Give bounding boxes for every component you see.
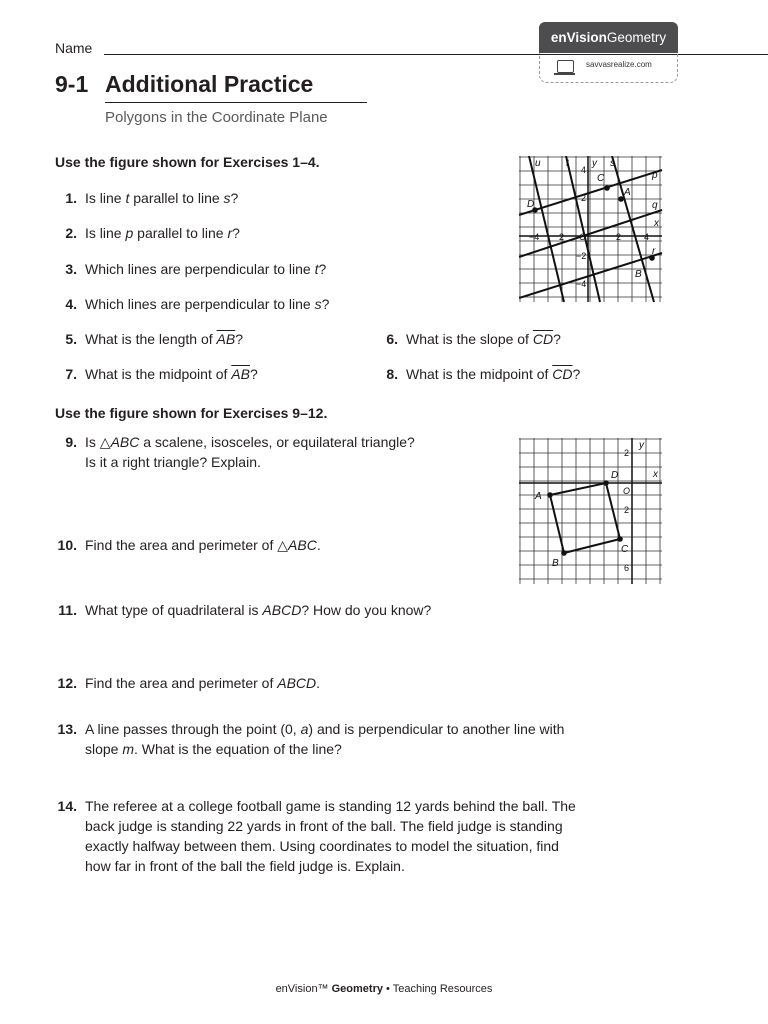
exercise-text: Is △ABC a scalene, isosceles, or equilateral triangle? Is it a right triangle? Explain. [85,434,415,470]
axis-label-y: y [639,440,644,451]
exercise-number: 11. [58,602,77,618]
exercise-5 [55,329,365,349]
origin-label: O [579,232,587,242]
point-label-b: B [635,269,642,280]
title-rule [105,102,367,103]
segment-label: $\overline{CD}$ [552,366,573,382]
exercise-text: What is the length of $\overline{AB}$? [85,331,244,347]
y-tick-label: 6 [624,563,630,573]
axis-label-y: y [592,158,597,169]
footer-brand: enVision™ [275,983,329,995]
exercise-number: 4. [65,296,77,312]
exercise-12 [55,673,555,693]
exercise-number: 10. [57,537,77,553]
realize-url[interactable]: savvasrealize.com [586,60,652,69]
axis-label-x: x [654,218,659,229]
exercise-text: Find the area and perimeter of ABCD. [85,675,321,691]
laptop-icon [557,60,574,73]
exercise-13 [55,719,695,761]
figure-lines-grid [519,156,664,303]
axes [519,156,662,302]
axes [519,438,662,584]
name-label: Name [55,40,93,56]
lesson-number: 9-1 [55,71,89,97]
line-label-q: q [652,200,658,211]
line-label-s: s [610,158,615,169]
exercise-text: What is the midpoint of $\overline{AB}$? [85,366,258,382]
exercise-1 [55,188,495,208]
exercise-10 [55,535,495,555]
brand-badge [539,22,678,53]
exercise-8 [376,364,706,384]
footer-product: Geometry [331,983,383,995]
line-label-r: r [652,246,656,257]
exercise-number: 13. [57,721,77,737]
exercise-text: Is line p parallel to line r? [85,225,240,241]
exercise-6 [376,329,706,349]
y-tick-label: 2 [624,505,630,515]
line-label-t: t [566,158,569,169]
segment-label: $\overline{AB}$ [231,366,250,382]
points [547,480,623,556]
exercise-3 [55,259,495,279]
exercise-text: What is the slope of $\overline{CD}$? [406,331,561,347]
grid-lines [519,156,662,302]
x-tick-label: 2 [616,232,622,242]
point-label-c: C [621,544,629,555]
exercise-text: Find the area and perimeter of △ABC. [85,537,321,553]
point-label-a: A [535,491,542,502]
exercise-text: A line passes through the point (0, a) and is perpendicular to another line with slope m. What is the equation of the line? [85,721,565,757]
exercise-number: 7. [65,366,77,382]
lesson-subtitle: Polygons in the Coordinate Plane [105,109,328,126]
point-label-c: C [597,173,605,184]
point-label-a: A [624,187,631,198]
point-label-b: B [552,558,559,569]
segment-label: $\overline{AB}$ [216,331,236,347]
origin-label: O [623,486,631,496]
exercise-9 [55,432,495,474]
exercise-number: 3. [65,261,77,277]
exercise-number: 8. [386,366,398,382]
exercise-14 [55,796,715,880]
exercise-number: 1. [65,190,77,206]
x-tick-label: 4 [644,232,650,242]
line-label-p: p [652,170,658,181]
footer-rest: • Teaching Resources [382,983,493,995]
axis-label-x: x [653,469,658,480]
exercise-text: What type of quadrilateral is ABCD? How do you know? [85,602,432,618]
exercise-text: Is line t parallel to line s? [85,190,239,206]
exercise-text: The referee at a college football game is standing 12 yards behind the ball. The back judge is standing 22 yards in front of the ball. The field judge is standing exactly halfway between them. Using coordinates to model the situation, find how far in front of the ball the field judge is. Explain. [85,798,576,874]
section2-instruction: Use the figure shown for Exercises 9–12. [55,405,328,421]
lesson-title: Additional Practice [105,71,314,97]
exercise-4 [55,294,495,314]
exercise-number: 14. [57,798,77,814]
x-tick-label: 2 [559,232,565,242]
x-tick-label: −4 [529,232,540,242]
exercise-number: 5. [65,331,77,347]
exercise-text: What is the midpoint of $\overline{CD}$? [406,366,581,382]
y-tick-label: 2 [581,193,587,203]
exercise-text: Which lines are perpendicular to line t? [85,261,327,277]
exercise-text: Which lines are perpendicular to line s? [85,296,330,312]
exercise-11 [55,600,555,620]
quadrilateral-abcd [550,483,620,553]
exercise-2 [55,223,495,243]
segment-label: $\overline{CD}$ [532,331,554,347]
exercise-number: 9. [65,434,77,450]
line-label-u: u [535,158,541,169]
section1-instruction: Use the figure shown for Exercises 1–4. [55,154,320,170]
figure-quadrilateral-grid [519,438,664,585]
point-label-d: D [527,199,535,210]
y-tick-label: −2 [576,251,587,261]
realize-link-box[interactable] [539,53,678,83]
exercise-number: 12. [57,675,77,691]
exercise-number: 6. [386,331,398,347]
grid-lines [519,438,662,584]
exercise-number: 2. [65,225,77,241]
brand-prefix: enVision [550,30,607,45]
page-footer [0,983,768,995]
y-tick-label: 4 [581,165,587,175]
point-label-d: D [611,470,619,481]
y-tick-label: −4 [576,279,587,289]
brand-suffix: Geometry [606,30,667,45]
exercise-7 [55,364,365,384]
y-tick-label: 2 [624,448,630,458]
